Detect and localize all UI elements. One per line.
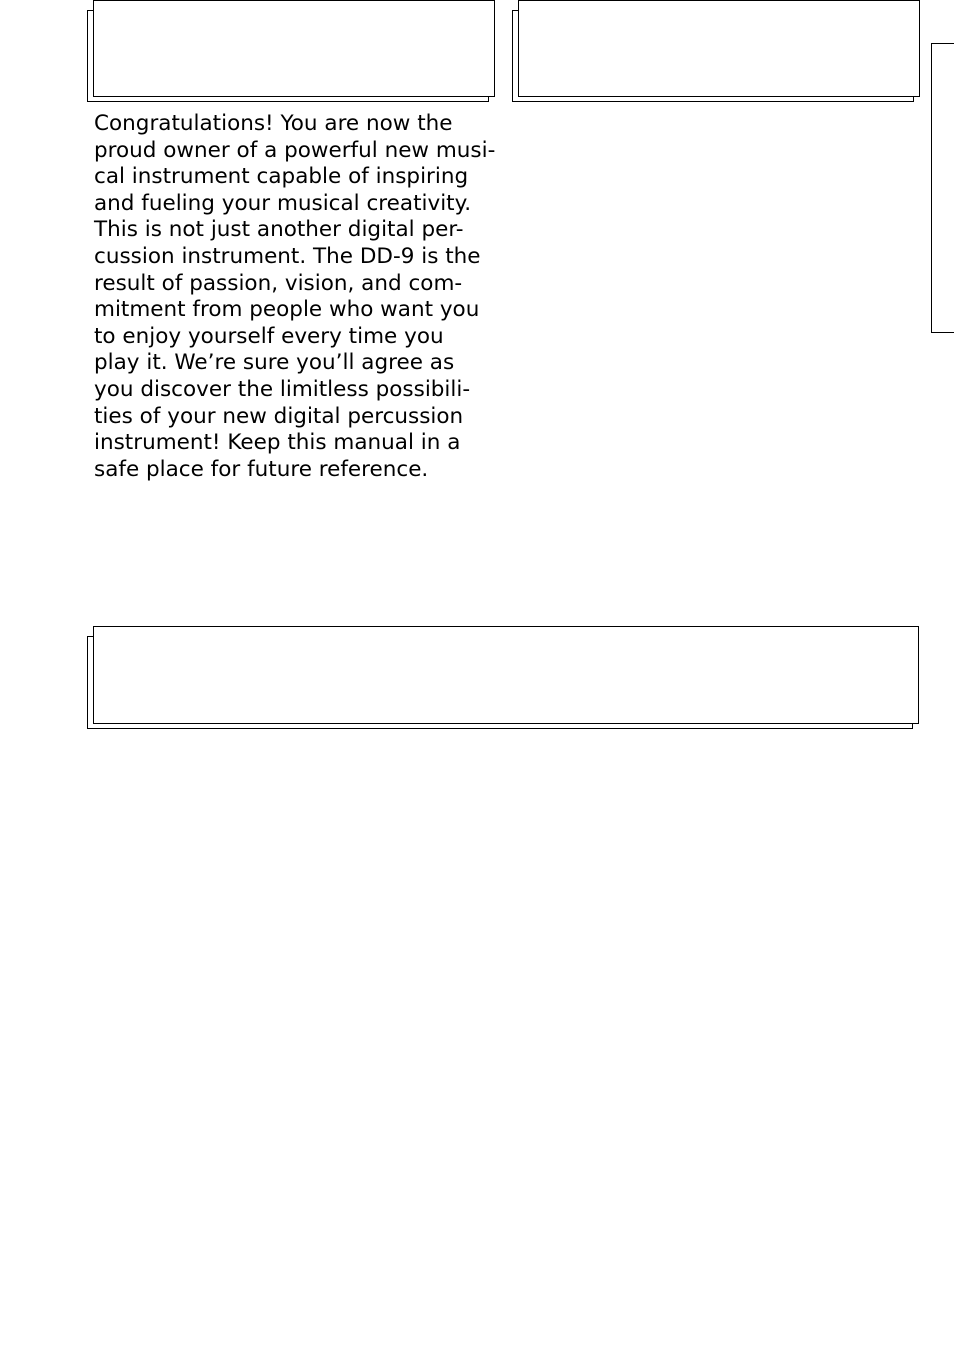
- middle-frame-box: [93, 626, 919, 724]
- top-left-frame-box: [93, 0, 495, 97]
- top-right-frame-box: [518, 0, 920, 97]
- intro-paragraph: Congratulations! You are now the proud owner of a powerful new musi- cal instrument capable of inspiring and fueling your musical creativity. This is not just another digital per- cussion instrument. The DD-9 is the result of passion, vision, and com- mitment from people who want you to enjoy yourself every time you play it. We’re sure you’ll agree as you discover the limitless possibili- ties of your new digital percussion instrument! Keep this manual in a safe place for future reference.: [94, 111, 496, 482]
- top-right-frame: [512, 0, 922, 104]
- middle-frame: [87, 626, 921, 732]
- top-left-frame: [87, 0, 497, 104]
- edge-index-tab: [931, 43, 954, 333]
